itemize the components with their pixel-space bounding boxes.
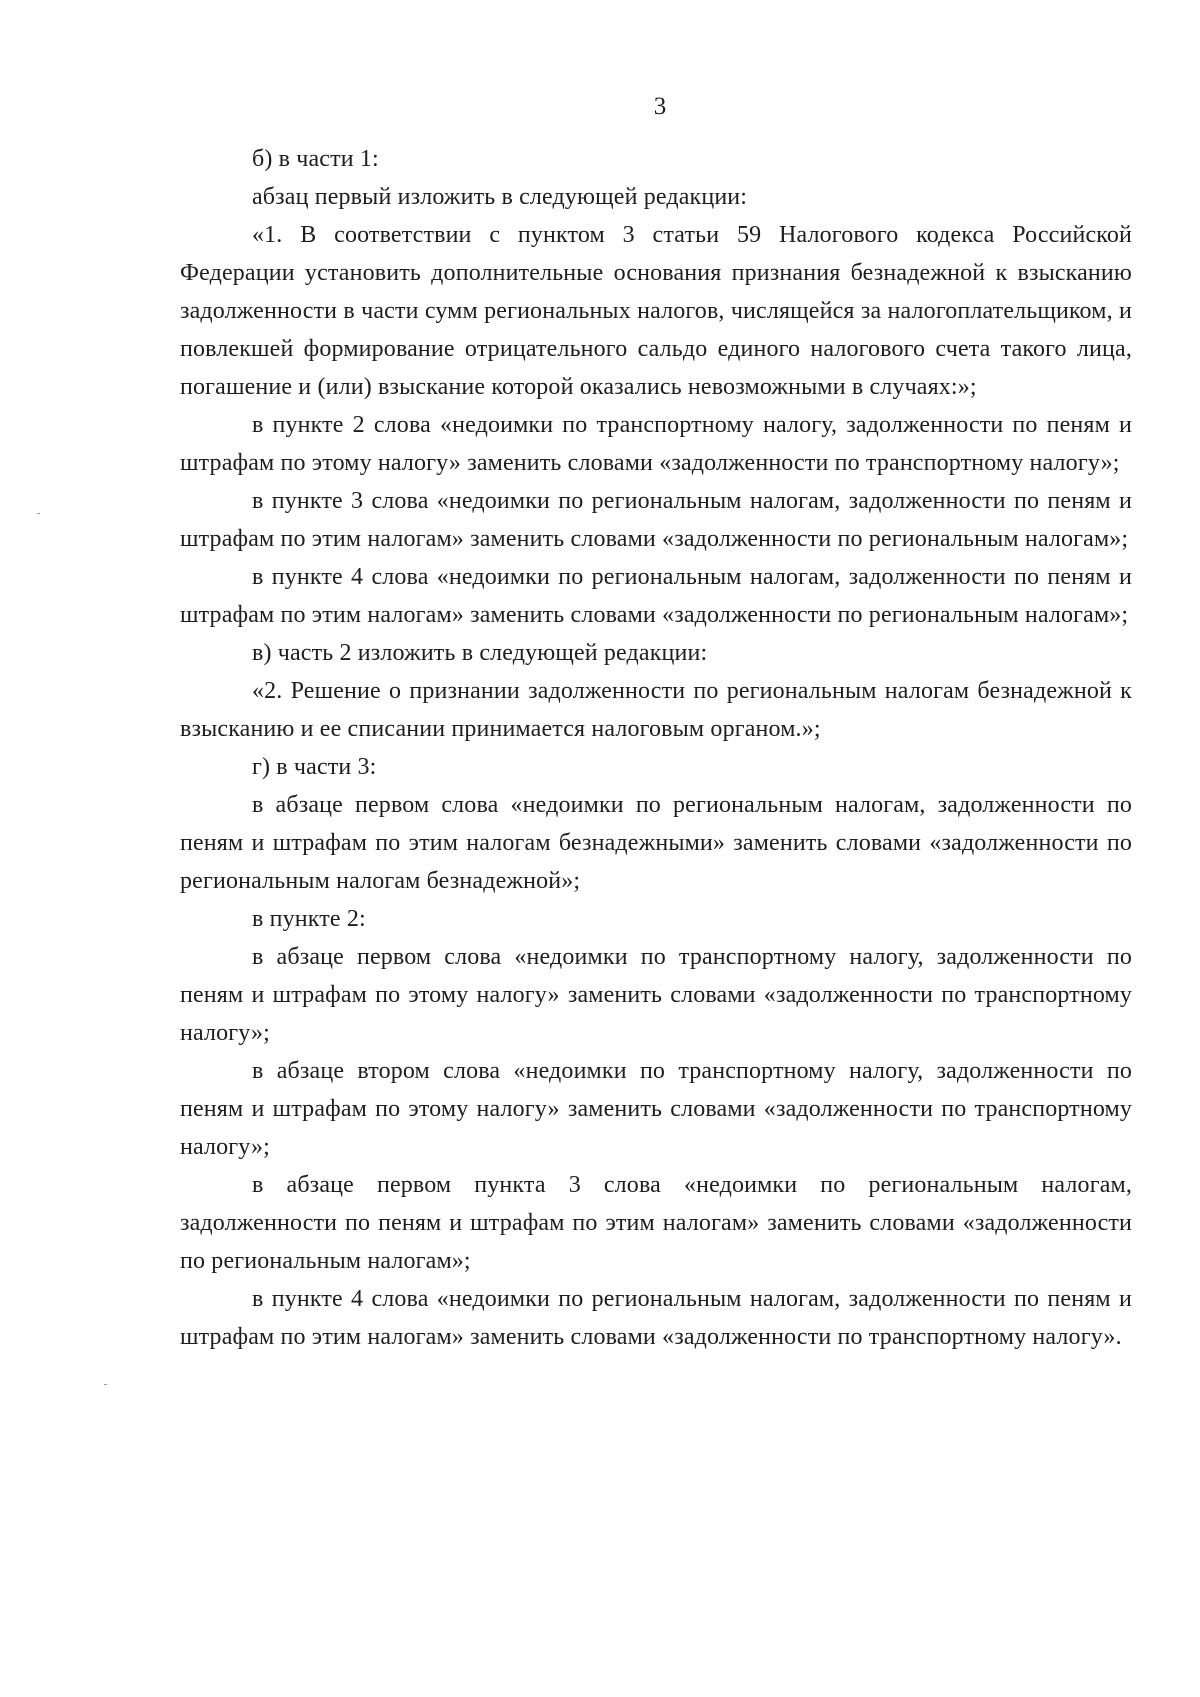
paragraph-punkt-4-change: в пункте 4 слова «недоимки по региональным налогам, задолженности по пеням и штрафам по этим налогам» заменить словами «задолженности по региональным налогам»;: [180, 564, 1132, 628]
document-body: [180, 140, 1132, 1356]
paragraph-punkt-2-second-abzats: в абзаце втором слова «недоимки по транспортному налогу, задолженности по пеням и штрафам по этому налогу» заменить словами «задолженности по транспортному налогу»;: [180, 1058, 1132, 1160]
paragraph-b-part-1: б) в части 1:: [252, 146, 379, 172]
paragraph-punkt-3-change: в пункте 3 слова «недоимки по региональным налогам, задолженности по пеням и штрафам по этим налогам» заменить словами «задолженности по региональным налогам»;: [180, 488, 1132, 552]
page-number: 3: [653, 93, 667, 120]
paragraph-v-part-2-heading: в) часть 2 изложить в следующей редакции:: [252, 640, 708, 666]
paragraph-new-part-1-text: «1. В соответствии с пунктом 3 статьи 59 Налогового кодекса Российской Федерации установить дополнительные основания признания безнадежной к взысканию задолженности в части сумм региональных налогов, числящейся за налогоплательщиком, и повлекшей формирование отрицательного сальдо единого налогового счета такого лица, погашение и (или) взыскание которой оказались невозможными в случаях:»;: [180, 222, 1132, 400]
paragraph-punkt-2-heading: в пункте 2:: [252, 906, 366, 932]
paragraph-punkt-2-change: в пункте 2 слова «недоимки по транспортному налогу, задолженности по пеням и штрафам по этому налогу» заменить словами «задолженности по транспортному налогу»;: [180, 412, 1132, 476]
paragraph-punkt-2-first-abzats: в абзаце первом слова «недоимки по транспортному налогу, задолженности по пеням и штрафам по этому налогу» заменить словами «задолженности по транспортному налогу»;: [180, 944, 1132, 1046]
paragraph-new-part-2-text: «2. Решение о признании задолженности по региональным налогам безнадежной к взысканию и ее списании принимается налоговым органом.»;: [180, 678, 1132, 742]
paragraph-punkt-3-first-abzats: в абзаце первом пункта 3 слова «недоимки по региональным налогам, задолженности по пеням и штрафам по этим налогам» заменить словами «задолженности по региональным налогам»;: [180, 1172, 1132, 1274]
scan-speck-mark: [37, 513, 40, 514]
paragraph-first-abzats-heading: абзац первый изложить в следующей редакции:: [252, 184, 748, 210]
paragraph-punkt-4-change-final: в пункте 4 слова «недоимки по региональным налогам, задолженности по пеням и штрафам по этим налогам» заменить словами «задолженности по транспортному налогу».: [180, 1286, 1132, 1350]
paragraph-part-3-first-abzats: в абзаце первом слова «недоимки по региональным налогам, задолженности по пеням и штрафам по этим налогам безнадежными» заменить словами «задолженности по региональным налогам безнадежной»;: [180, 792, 1132, 894]
paragraph-g-part-3-heading: г) в части 3:: [252, 754, 377, 780]
scan-speck-mark: [104, 1384, 107, 1385]
